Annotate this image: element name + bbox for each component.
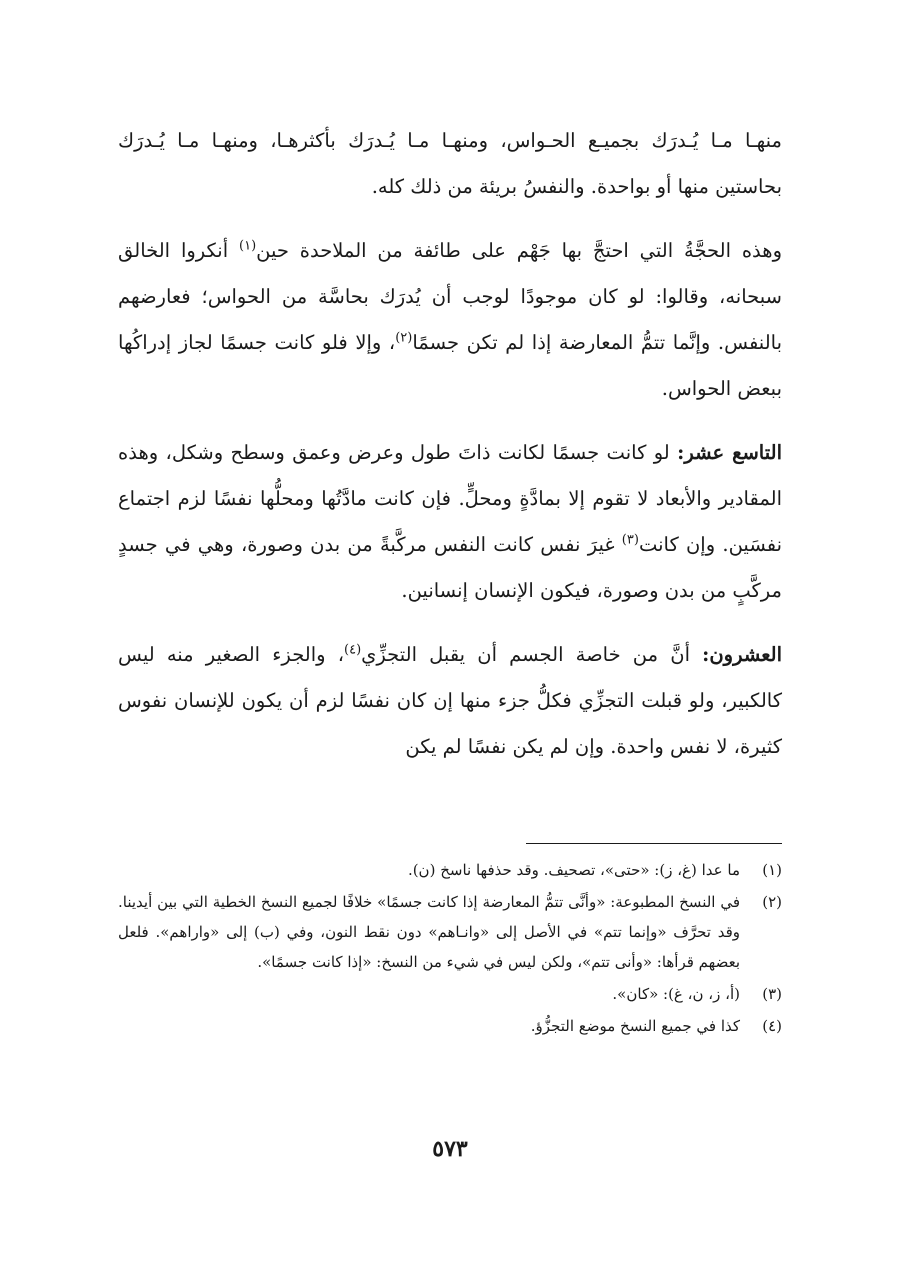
main-text bbox=[118, 118, 782, 788]
footnotes bbox=[118, 855, 782, 1043]
footnote-2 bbox=[118, 887, 782, 977]
footnote-4-text: كذا في جميع النسخ موضع التجزُّؤ. bbox=[530, 1017, 740, 1035]
paragraph-3-heading: التاسع عشر: bbox=[677, 441, 782, 464]
footnote-1-text: ما عدا (غ، ز): «حتى»، تصحيف. وقد حذفها ناسخ (ن). bbox=[407, 861, 740, 879]
footnote-2-number: (٢) bbox=[762, 893, 782, 911]
footnote-4 bbox=[118, 1011, 782, 1041]
footnote-2-text: في النسخ المطبوعة: «وأنَّى تتمُّ المعارضة إذا كانت جسمًا» خلافًا لجميع النسخ الخطية التي بين أيدينا. وقد تحرَّف «وإنما تتم» في الأصل إلى «وانـاهم» دون نقط النون، وفي (ب) إلى «واراهم». فلعل بعضهم قرأها: «وأنى تتم»، ولكن ليس في شيء من النسخ: «إذا كانت جسمًا». bbox=[118, 893, 740, 971]
footnote-3-text: (أ، ز، ن، غ): «كان». bbox=[612, 985, 740, 1003]
paragraph-3-text-a: لو كانت جسمًا لكانت ذاتَ طول وعرض وعمق وسطح وشكل، وهذه المقادير والأبعاد لا تقوم إلا بمادَّةٍ ومحلٍّ. فإن كانت مادَّتُها ومحلُّها نفسًا لزم اجتماع نفسَين. وإن كانت bbox=[118, 441, 783, 556]
footnote-1 bbox=[118, 855, 782, 885]
page-number: ٥٧٣ bbox=[432, 1136, 468, 1162]
paragraph-4-text-a: أنَّ من خاصة الجسم أن يقبل التجزِّي bbox=[361, 643, 703, 666]
footnote-ref-3[interactable]: (٣) bbox=[621, 532, 639, 548]
paragraph-3-text-b: غيرَ نفس كانت النفس مركَّبةً من بدن وصورة، وهي في جسدٍ مركَّبٍ من بدن وصورة، فيكون الإنسان إنسانين. bbox=[118, 533, 782, 602]
paragraph-2-text-b: أنكروا الخالق سبحانه، وقالوا: لو كان موجودًا لوجب أن يُدرَك بحاسَّة من الحواس؛ فعارضهم بالنفس. وإنَّما تتمُّ المعارضة إذا لم تكن جسمًا bbox=[118, 239, 783, 354]
paragraph-1-text: منهـا مـا يُـدرَك بجميـع الحـواس، ومنهـا مـا يُـدرَك بأكثرهـا، ومنهـا مـا يُـدرَك بحاستين منها أو بواحدة. والنفسُ بريئة من ذلك كله. bbox=[118, 129, 782, 198]
footnote-3 bbox=[118, 979, 782, 1009]
paragraph-2-text-c: ، وإلا فلو كانت جسمًا لجاز إدراكُها ببعض الحواس. bbox=[118, 331, 782, 400]
footnote-ref-4[interactable]: (٤) bbox=[344, 642, 362, 658]
paragraph-2-text-a: وهذه الحجَّةُ التي احتجَّ بها جَهْم على طائفة من الملاحدة حين bbox=[256, 239, 782, 262]
footnote-separator bbox=[526, 843, 782, 844]
paragraph-1 bbox=[118, 118, 782, 210]
footnote-4-number: (٤) bbox=[762, 1017, 782, 1035]
paragraph-3 bbox=[118, 430, 782, 614]
paragraph-4 bbox=[118, 632, 782, 770]
footnote-1-number: (١) bbox=[762, 861, 782, 879]
footnote-ref-2[interactable]: (٢) bbox=[395, 330, 413, 346]
footnote-ref-1[interactable]: (١) bbox=[239, 238, 257, 254]
paragraph-4-text-b: ، والجزء الصغير منه ليس كالكبير، ولو قبلت التجزِّي فكلُّ جزء منها إن كان نفسًا لزم أن يكون للإنسان نفوس كثيرة، لا نفس واحدة. وإن لم يكن نفسًا لم يكن bbox=[118, 643, 782, 758]
footnote-3-number: (٣) bbox=[762, 985, 782, 1003]
paragraph-2 bbox=[118, 228, 782, 412]
paragraph-4-heading: العشرون: bbox=[702, 643, 783, 666]
